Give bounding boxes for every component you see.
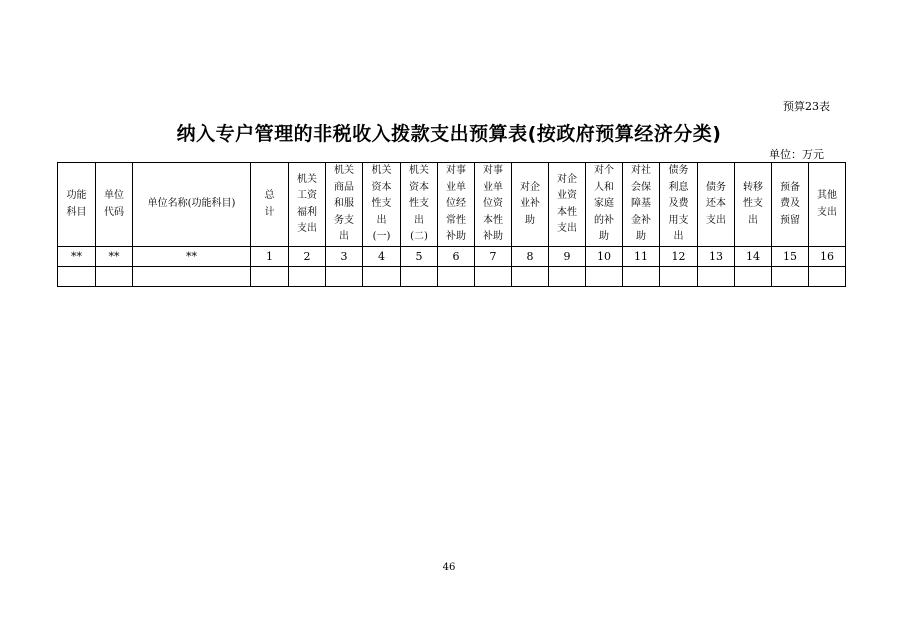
column-header: 转移性支出 [735,163,772,247]
data-cell [512,267,549,287]
column-header: 债务还本支出 [698,163,735,247]
page-title: 纳入专户管理的非税收入拨款支出预算表(按政府预算经济分类) [176,123,722,145]
index-cell: 13 [698,247,735,267]
empty-data-row [58,267,846,287]
index-cell: 8 [512,247,549,267]
data-cell [772,267,809,287]
index-cell: 7 [475,247,512,267]
index-cell: ** [133,247,251,267]
column-header: 单位代码 [96,163,133,247]
column-index-row [58,247,846,267]
data-cell [735,267,772,287]
column-header: 机关商品和服务支出 [326,163,363,247]
index-cell: 4 [363,247,401,267]
column-header: 对企业资本性支出 [549,163,586,247]
column-header: 对事业单位资本性补助 [475,163,512,247]
data-cell [475,267,512,287]
data-cell [660,267,698,287]
data-cell [96,267,133,287]
data-cell [586,267,623,287]
data-cell [289,267,326,287]
index-cell: 5 [401,247,438,267]
index-cell: ** [96,247,133,267]
index-cell: ** [58,247,96,267]
data-cell [549,267,586,287]
index-cell: 3 [326,247,363,267]
index-cell: 12 [660,247,698,267]
data-cell [809,267,846,287]
budget-table [57,162,846,287]
data-cell [623,267,660,287]
data-cell [58,267,96,287]
column-header: 机关资本性支出(二) [401,163,438,247]
index-cell: 9 [549,247,586,267]
index-cell: 16 [809,247,846,267]
index-cell: 1 [251,247,289,267]
column-header: 单位名称(功能科目) [133,163,251,247]
data-cell [438,267,475,287]
column-header: 对企业补助 [512,163,549,247]
data-cell [363,267,401,287]
data-cell [698,267,735,287]
index-cell: 11 [623,247,660,267]
data-cell [251,267,289,287]
column-header: 其他支出 [809,163,846,247]
data-cell [133,267,251,287]
column-header: 债务利息及费用支出 [660,163,698,247]
index-cell: 2 [289,247,326,267]
column-header: 功能科目 [58,163,96,247]
column-header: 机关资本性支出(一) [363,163,401,247]
page-number: 46 [442,562,456,573]
unit-label: 单位：万元 [769,148,824,161]
column-header: 对个人和家庭的补助 [586,163,623,247]
table-number: 预算23表 [783,100,830,113]
column-header: 机关工资福利支出 [289,163,326,247]
index-cell: 15 [772,247,809,267]
column-header: 对社会保障基金补助 [623,163,660,247]
data-cell [401,267,438,287]
column-header: 预备费及预留 [772,163,809,247]
table-header-row [58,163,846,247]
index-cell: 6 [438,247,475,267]
index-cell: 10 [586,247,623,267]
column-header: 总计 [251,163,289,247]
column-header: 对事业单位经常性补助 [438,163,475,247]
index-cell: 14 [735,247,772,267]
data-cell [326,267,363,287]
